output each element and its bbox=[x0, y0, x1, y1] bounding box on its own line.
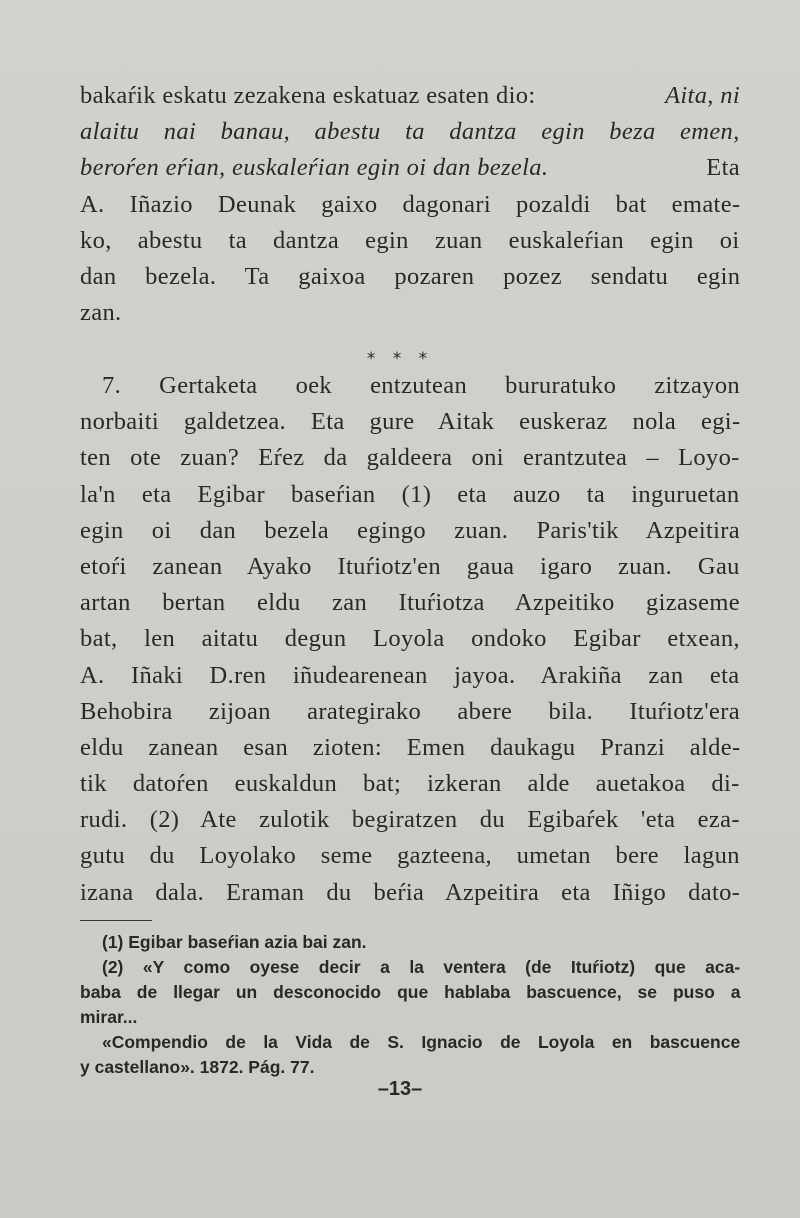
footnotes bbox=[80, 930, 740, 1080]
text-line bbox=[80, 730, 740, 766]
footnote-line bbox=[80, 980, 740, 1005]
section-separator: * * * bbox=[366, 349, 434, 369]
text-line bbox=[80, 259, 740, 295]
footnote-text: mirar... bbox=[80, 1007, 138, 1027]
text-line bbox=[80, 295, 740, 331]
paragraph-1 bbox=[80, 78, 740, 331]
text-line bbox=[80, 621, 740, 657]
text-span: ten ote zuan? Eŕez da galdeera oni erantzutea – Loyo- bbox=[80, 444, 740, 472]
footnote-divider bbox=[80, 920, 152, 921]
text-span: artan bertan eldu zan Ituŕiotza Azpeitiko gizaseme bbox=[80, 589, 740, 617]
footnote-text: baba de llegar un desconocido que hablaba bascuence, se puso a bbox=[80, 982, 741, 1002]
text-line bbox=[80, 658, 740, 694]
paragraph-2 bbox=[80, 368, 740, 911]
footnote-line bbox=[80, 955, 740, 980]
text-line bbox=[80, 694, 740, 730]
text-line bbox=[80, 223, 740, 259]
text-line bbox=[80, 78, 740, 114]
text-line bbox=[80, 802, 740, 838]
text-span: la'n eta Egibar baseŕian (1) eta auzo ta inguruetan bbox=[80, 480, 740, 508]
footnote-line bbox=[80, 1055, 740, 1080]
text-span: ko, abestu ta dantza egin zuan euskaleŕian egin oi bbox=[80, 226, 740, 254]
text-span: Behobira zijoan arategirako abere bila. Ituŕiotz'era bbox=[80, 697, 740, 725]
text-span: bat, len aitatu degun Loyola ondoko Egibar etxean, bbox=[80, 625, 740, 653]
page-number: –13– bbox=[377, 1078, 423, 1100]
footnote-text: (1) Egibar baseŕian azia bai zan. bbox=[102, 932, 367, 952]
text-line bbox=[80, 513, 740, 549]
text-span: eldu zanean esan zioten: Emen daukagu Pranzi alde- bbox=[80, 733, 741, 761]
text-line bbox=[80, 150, 740, 186]
text-line bbox=[80, 838, 740, 874]
text-line bbox=[80, 766, 740, 802]
text-span: A. Iñaki D.ren iñudearenean jayoa. Arakiña zan eta bbox=[80, 661, 740, 689]
text-span: dan bezela. Ta gaixoa pozaren pozez sendatu egin bbox=[80, 262, 741, 290]
text-span: izana dala. Eraman du beŕia Azpeitira eta Iñigo dato- bbox=[80, 878, 741, 906]
footnote-text: «Compendio de la Vida de S. Ignacio de Loyola en bascuence bbox=[102, 1032, 741, 1052]
footnote-line bbox=[80, 1030, 740, 1055]
text-line bbox=[80, 875, 740, 911]
text-line bbox=[80, 187, 740, 223]
footnote-text: y castellano». 1872. Pág. 77. bbox=[80, 1057, 315, 1077]
text-line bbox=[80, 440, 740, 476]
text-span: zan. bbox=[80, 299, 122, 327]
text-span: rudi. (2) Ate zulotik begiratzen du Egibaŕek 'eta eza- bbox=[80, 806, 740, 834]
text-span: bakaŕik eskatu zezakena eskatuaz esaten dio: bbox=[80, 82, 542, 109]
text-span: etoŕi zanean Ayako Ituŕiotz'en gaua igaro zuan. Gau bbox=[80, 552, 740, 580]
text-span: egin oi dan bezela egingo zuan. Paris'tik Azpeitira bbox=[80, 516, 741, 544]
italic-quote: beroŕen eŕian, euskaleŕian egin oi dan bezela. bbox=[80, 154, 549, 182]
text-span: 7. Gertaketa oek entzutean bururatuko zitzayon bbox=[102, 372, 741, 399]
text-span: norbaiti galdetzea. Eta gure Aitak euskeraz nola egi- bbox=[80, 408, 741, 436]
text-line bbox=[80, 404, 740, 440]
text-line bbox=[80, 549, 740, 585]
footnote-line bbox=[80, 1005, 740, 1030]
footnote-text: (2) «Y como oyese decir a la ventera (de Ituŕiotz) que aca- bbox=[102, 957, 741, 977]
text-span: gutu du Loyolako seme gazteena, umetan bere lagun bbox=[80, 842, 740, 870]
footnote-line bbox=[80, 930, 740, 955]
italic-quote: alaitu nai banau, abestu ta dantza egin beza emen, bbox=[80, 118, 740, 146]
text-line bbox=[80, 368, 740, 404]
text-span: A. Iñazio Deunak gaixo dagonari pozaldi bat emate- bbox=[80, 190, 741, 218]
italic-quote: Aita, ni bbox=[665, 82, 740, 109]
text-line bbox=[80, 477, 740, 513]
text-span: Eta bbox=[706, 154, 740, 182]
text-span: tik datoŕen euskaldun bat; izkeran alde auetakoa di- bbox=[80, 770, 740, 798]
text-line bbox=[80, 585, 740, 621]
text-line bbox=[80, 114, 740, 150]
